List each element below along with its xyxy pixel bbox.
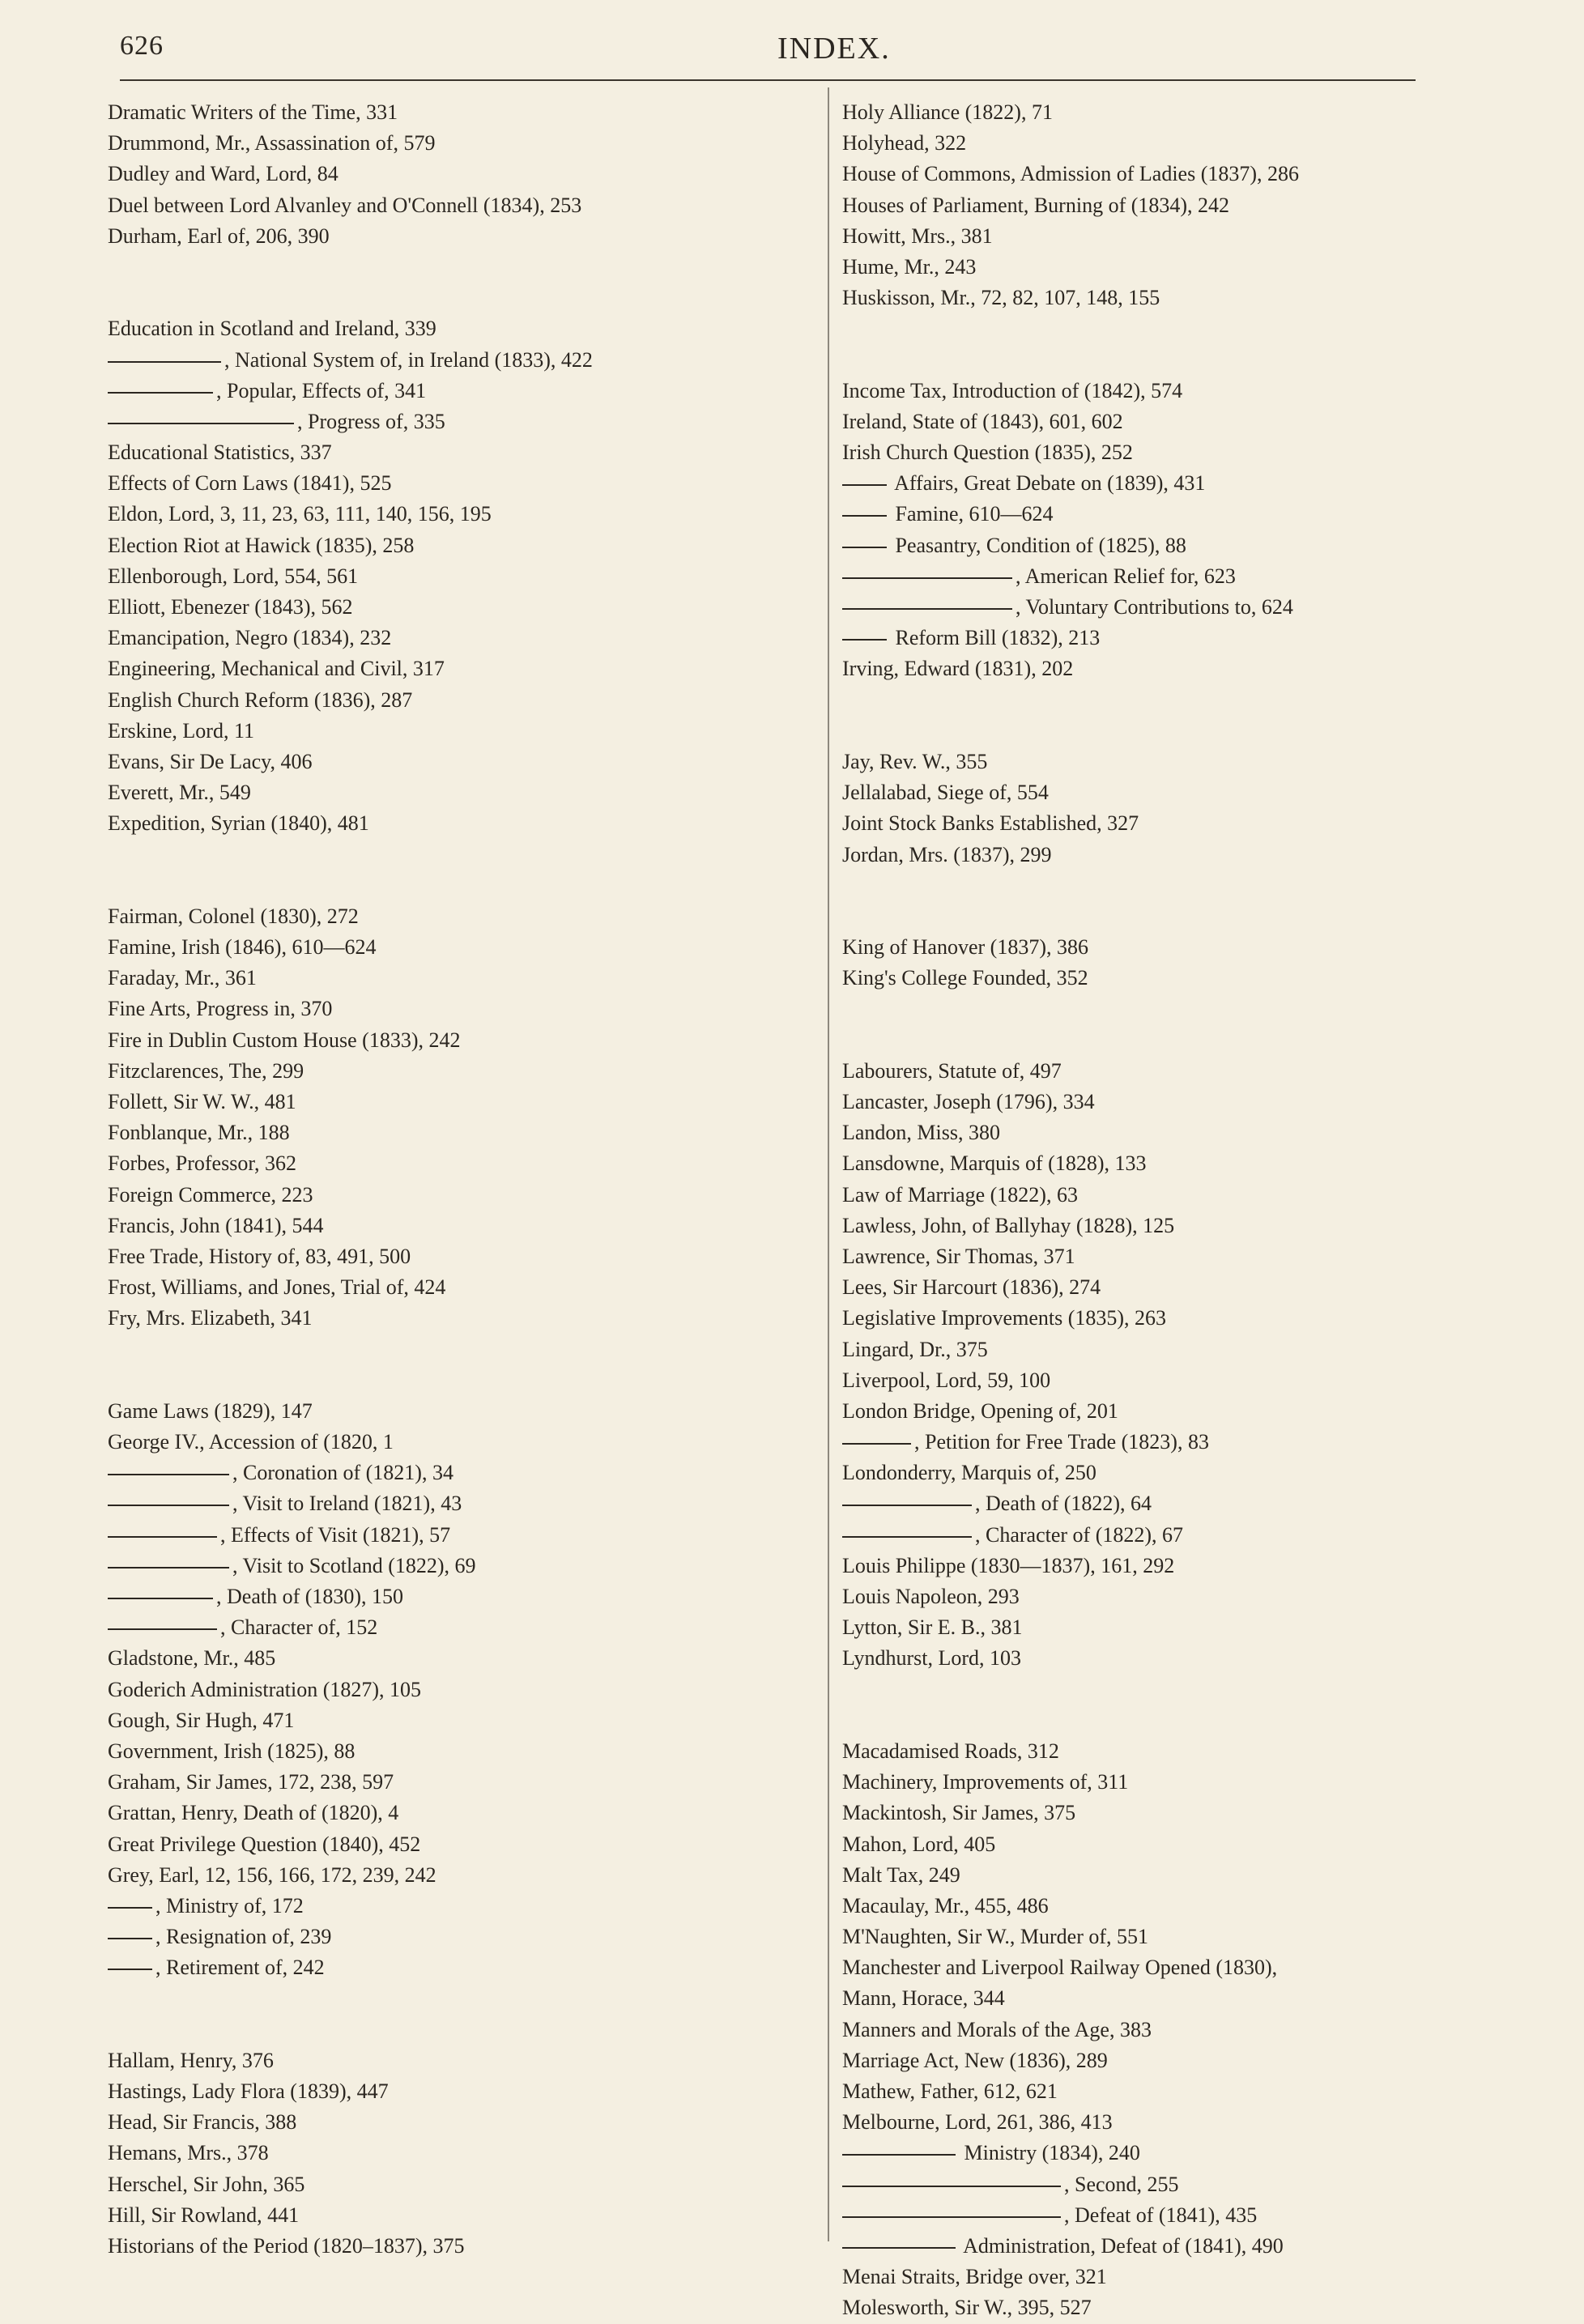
index-entry bbox=[842, 1148, 1555, 1179]
entry-text: Macadamised Roads, 312 bbox=[842, 1739, 1059, 1763]
entry-text: London Bridge, Opening of, 201 bbox=[842, 1398, 1118, 1423]
index-entry bbox=[108, 376, 820, 406]
entry-spacer bbox=[842, 1025, 1555, 1056]
entry-text: Education in Scotland and Ireland, 339 bbox=[108, 317, 436, 341]
index-entry bbox=[842, 190, 1555, 221]
entry-text: Malt Tax, 249 bbox=[842, 1862, 960, 1887]
ditto-dash bbox=[108, 361, 221, 363]
index-entry bbox=[108, 2169, 820, 2200]
entry-text: King's College Founded, 352 bbox=[842, 966, 1088, 990]
entry-text: Law of Marriage (1822), 63 bbox=[842, 1182, 1078, 1207]
index-entry bbox=[108, 1705, 820, 1736]
index-entry bbox=[108, 437, 820, 468]
index-entry bbox=[108, 1117, 820, 1148]
index-entry bbox=[842, 840, 1555, 870]
index-entry bbox=[108, 313, 820, 344]
entry-text: Head, Sir Francis, 388 bbox=[108, 2110, 297, 2135]
entry-text: Fire in Dublin Custom House (1833), 242 bbox=[108, 1028, 461, 1052]
entry-text: Lyndhurst, Lord, 103 bbox=[842, 1646, 1021, 1671]
index-entry bbox=[842, 1396, 1555, 1427]
index-entry bbox=[108, 932, 820, 963]
index-entry bbox=[842, 2015, 1555, 2045]
index-entry bbox=[108, 128, 820, 159]
entry-text: Menai Straits, Bridge over, 321 bbox=[842, 2265, 1107, 2289]
index-entry bbox=[842, 1643, 1555, 1674]
index-entry bbox=[842, 1458, 1555, 1488]
index-entry bbox=[108, 1675, 820, 1705]
ditto-dash bbox=[108, 423, 294, 424]
entry-spacer bbox=[842, 901, 1555, 932]
entry-spacer bbox=[842, 345, 1555, 376]
index-entry bbox=[108, 963, 820, 994]
entry-text: House of Commons, Admission of Ladies (1837), 286 bbox=[842, 162, 1300, 186]
index-entry bbox=[108, 747, 820, 777]
entry-text: Landon, Miss, 380 bbox=[842, 1121, 1000, 1145]
entry-text: Howitt, Mrs., 381 bbox=[842, 223, 993, 248]
index-entry bbox=[108, 623, 820, 653]
index-entry bbox=[842, 1303, 1555, 1334]
entry-text: Reform Bill (1832), 213 bbox=[890, 626, 1101, 650]
index-entry bbox=[842, 653, 1555, 684]
index-entry bbox=[108, 190, 820, 221]
entry-text: Jay, Rev. W., 355 bbox=[842, 749, 988, 773]
index-entry bbox=[108, 1643, 820, 1674]
entry-text: Lansdowne, Marquis of (1828), 133 bbox=[842, 1151, 1147, 1176]
entry-text: , National System of, in Ireland (1833), 422 bbox=[224, 347, 593, 372]
index-entry bbox=[108, 1087, 820, 1117]
entry-text: Fitzclarences, The, 299 bbox=[108, 1058, 304, 1083]
index-entry bbox=[108, 777, 820, 808]
index-entry bbox=[108, 1458, 820, 1488]
entry-text: Dudley and Ward, Lord, 84 bbox=[108, 162, 339, 186]
index-entry bbox=[842, 623, 1555, 653]
index-entry bbox=[108, 2231, 820, 2262]
index-entry bbox=[108, 159, 820, 189]
index-entry bbox=[842, 747, 1555, 777]
entry-text: Herschel, Sir John, 365 bbox=[108, 2172, 305, 2196]
entry-text: Game Laws (1829), 147 bbox=[108, 1398, 313, 1423]
entry-text: Holy Alliance (1822), 71 bbox=[842, 100, 1053, 124]
index-entry bbox=[842, 1488, 1555, 1519]
index-entry bbox=[842, 1427, 1555, 1458]
right-column bbox=[842, 97, 1555, 2324]
ditto-dash bbox=[842, 2247, 956, 2249]
ditto-dash bbox=[108, 1907, 152, 1909]
index-entry bbox=[842, 932, 1555, 963]
ditto-dash bbox=[842, 2154, 956, 2156]
entry-text: Fine Arts, Progress in, 370 bbox=[108, 997, 333, 1021]
index-entry bbox=[842, 376, 1555, 406]
entry-text: Jellalabad, Siege of, 554 bbox=[842, 781, 1049, 805]
entry-text: Holyhead, 322 bbox=[842, 131, 967, 155]
entry-text: , Popular, Effects of, 341 bbox=[216, 378, 427, 402]
entry-text: Educational Statistics, 337 bbox=[108, 441, 332, 465]
page-title: INDEX. bbox=[777, 32, 891, 66]
entry-text: Eldon, Lord, 3, 11, 23, 63, 111, 140, 156, 195 bbox=[108, 502, 492, 526]
entry-text: Ellenborough, Lord, 554, 561 bbox=[108, 564, 359, 588]
index-entry bbox=[842, 2076, 1555, 2107]
entry-spacer bbox=[842, 685, 1555, 716]
ditto-dash bbox=[842, 608, 1012, 610]
entry-text: Marriage Act, New (1836), 289 bbox=[842, 2048, 1108, 2072]
ditto-dash bbox=[842, 515, 887, 517]
index-entry bbox=[108, 1581, 820, 1612]
index-entry bbox=[842, 2169, 1555, 2200]
header-rule bbox=[120, 79, 1416, 81]
index-entry bbox=[842, 252, 1555, 283]
index-entry bbox=[842, 2292, 1555, 2323]
left-column bbox=[108, 97, 820, 2262]
entry-text: , Visit to Ireland (1821), 43 bbox=[232, 1492, 462, 1516]
entry-text: , Petition for Free Trade (1823), 83 bbox=[914, 1430, 1209, 1454]
entry-text: Irish Church Question (1835), 252 bbox=[842, 441, 1133, 465]
entry-text: Mahon, Lord, 405 bbox=[842, 1832, 996, 1856]
index-entry bbox=[108, 653, 820, 684]
entry-text: English Church Reform (1836), 287 bbox=[108, 687, 413, 712]
index-entry bbox=[108, 1148, 820, 1179]
entry-text: Louis Napoleon, 293 bbox=[842, 1585, 1020, 1608]
index-entry bbox=[108, 1767, 820, 1798]
entry-spacer bbox=[108, 2015, 820, 2045]
index-entry bbox=[842, 2045, 1555, 2076]
entry-text: Forbes, Professor, 362 bbox=[108, 1151, 296, 1176]
entry-spacer bbox=[842, 716, 1555, 747]
entry-text: Ministry (1834), 240 bbox=[959, 2141, 1140, 2165]
entry-text: Liverpool, Lord, 59, 100 bbox=[842, 1368, 1051, 1392]
ditto-dash bbox=[108, 1474, 229, 1475]
index-entry bbox=[842, 1798, 1555, 1828]
index-entry bbox=[842, 1334, 1555, 1365]
entry-text: Grey, Earl, 12, 156, 166, 172, 239, 242 bbox=[108, 1862, 436, 1887]
ditto-dash bbox=[108, 1969, 152, 1970]
entry-spacer bbox=[108, 252, 820, 283]
entry-text: Huskisson, Mr., 72, 82, 107, 148, 155 bbox=[842, 286, 1160, 310]
index-entry bbox=[108, 530, 820, 561]
entry-text: Machinery, Improvements of, 311 bbox=[842, 1770, 1129, 1794]
index-entry bbox=[108, 1891, 820, 1922]
index-entry bbox=[108, 1025, 820, 1056]
ditto-dash bbox=[842, 1443, 911, 1445]
entry-text: , Death of (1830), 150 bbox=[216, 1585, 404, 1608]
index-entry bbox=[842, 499, 1555, 530]
index-entry bbox=[108, 2045, 820, 2076]
entry-spacer bbox=[108, 870, 820, 901]
entry-text: George IV., Accession of (1820, 1 bbox=[108, 1430, 394, 1454]
entry-text: Income Tax, Introduction of (1842), 574 bbox=[842, 378, 1183, 402]
ditto-dash bbox=[108, 1505, 229, 1506]
entry-spacer bbox=[842, 1675, 1555, 1705]
index-entry bbox=[842, 1520, 1555, 1551]
entry-text: Graham, Sir James, 172, 238, 597 bbox=[108, 1770, 394, 1794]
index-entry bbox=[842, 561, 1555, 592]
entry-text: Lees, Sir Harcourt (1836), 274 bbox=[842, 1275, 1101, 1300]
entry-text: Evans, Sir De Lacy, 406 bbox=[108, 749, 313, 773]
index-entry bbox=[842, 1983, 1555, 2014]
entry-text: Jordan, Mrs. (1837), 299 bbox=[842, 842, 1052, 866]
entry-text: , Defeat of (1841), 435 bbox=[1064, 2203, 1258, 2227]
entry-text: Mann, Horace, 344 bbox=[842, 1986, 1005, 2011]
entry-text: , Resignation of, 239 bbox=[155, 1925, 332, 1949]
index-entry bbox=[108, 345, 820, 376]
entry-text: Lancaster, Joseph (1796), 334 bbox=[842, 1090, 1095, 1113]
entry-text: Emancipation, Negro (1834), 232 bbox=[108, 626, 392, 650]
entry-text: Fonblanque, Mr., 188 bbox=[108, 1121, 290, 1145]
entry-text: , Coronation of (1821), 34 bbox=[232, 1461, 453, 1485]
index-entry bbox=[108, 468, 820, 499]
index-entry bbox=[108, 1551, 820, 1581]
index-entry bbox=[842, 406, 1555, 437]
entry-text: Louis Philippe (1830—1837), 161, 292 bbox=[842, 1553, 1175, 1577]
entry-text: Hill, Sir Rowland, 441 bbox=[108, 2203, 300, 2227]
entry-text: Government, Irish (1825), 88 bbox=[108, 1739, 356, 1763]
ditto-dash bbox=[108, 1938, 152, 1939]
index-entry bbox=[108, 2107, 820, 2138]
index-entry bbox=[842, 1117, 1555, 1148]
ditto-dash bbox=[842, 1536, 972, 1538]
entry-text: Hume, Mr., 243 bbox=[842, 254, 977, 279]
entry-text: Expedition, Syrian (1840), 481 bbox=[108, 811, 369, 836]
entry-text: , Character of (1822), 67 bbox=[975, 1522, 1184, 1547]
entry-text: , Progress of, 335 bbox=[297, 409, 445, 433]
index-entry bbox=[842, 1211, 1555, 1241]
entry-text: , Retirement of, 242 bbox=[155, 1956, 325, 1980]
index-entry bbox=[108, 1180, 820, 1211]
index-entry bbox=[842, 468, 1555, 499]
entry-text: Frost, Williams, and Jones, Trial of, 424 bbox=[108, 1275, 446, 1300]
index-entry bbox=[842, 808, 1555, 839]
index-entry bbox=[108, 1272, 820, 1303]
ditto-dash bbox=[108, 1567, 229, 1568]
entry-text: Faraday, Mr., 361 bbox=[108, 966, 257, 990]
entry-text: Londonderry, Marquis of, 250 bbox=[842, 1461, 1096, 1485]
entry-text: Hastings, Lady Flora (1839), 447 bbox=[108, 2079, 389, 2103]
entry-spacer bbox=[108, 283, 820, 313]
index-entry bbox=[108, 1427, 820, 1458]
ditto-dash bbox=[842, 2216, 1061, 2218]
entry-text: , Character of, 152 bbox=[220, 1615, 378, 1640]
entry-text: Effects of Corn Laws (1841), 525 bbox=[108, 471, 392, 496]
index-entry bbox=[842, 221, 1555, 252]
index-entry bbox=[108, 1303, 820, 1334]
index-entry bbox=[108, 406, 820, 437]
index-entry bbox=[842, 97, 1555, 128]
index-entry bbox=[842, 963, 1555, 994]
entry-text: Hallam, Henry, 376 bbox=[108, 2048, 274, 2072]
entry-spacer bbox=[842, 313, 1555, 344]
entry-text: Lytton, Sir E. B., 381 bbox=[842, 1615, 1023, 1640]
entry-text: Mackintosh, Sir James, 375 bbox=[842, 1801, 1076, 1825]
index-entry bbox=[842, 1736, 1555, 1767]
ditto-dash bbox=[842, 547, 887, 548]
index-entry bbox=[842, 1180, 1555, 1211]
entry-text: Election Riot at Hawick (1835), 258 bbox=[108, 533, 415, 557]
entry-text: Dramatic Writers of the Time, 331 bbox=[108, 100, 398, 124]
index-entry bbox=[842, 2200, 1555, 2231]
entry-text: Great Privilege Question (1840), 452 bbox=[108, 1832, 421, 1856]
entry-text: Engineering, Mechanical and Civil, 317 bbox=[108, 657, 445, 681]
index-entry bbox=[842, 2107, 1555, 2138]
entry-text: Melbourne, Lord, 261, 386, 413 bbox=[842, 2110, 1113, 2135]
entry-text: Macaulay, Mr., 455, 486 bbox=[842, 1893, 1049, 1918]
index-entry bbox=[108, 2138, 820, 2169]
index-entry bbox=[108, 716, 820, 747]
entry-spacer bbox=[842, 994, 1555, 1024]
entry-text: Elliott, Ebenezer (1843), 562 bbox=[108, 595, 353, 619]
index-entry bbox=[108, 2200, 820, 2231]
index-entry bbox=[108, 2076, 820, 2107]
index-entry bbox=[842, 1056, 1555, 1087]
entry-text: Lingard, Dr., 375 bbox=[842, 1337, 988, 1361]
index-entry bbox=[108, 1241, 820, 1272]
index-entry bbox=[842, 592, 1555, 623]
index-entry bbox=[108, 592, 820, 623]
entry-text: Lawrence, Sir Thomas, 371 bbox=[842, 1244, 1075, 1268]
entry-text: Affairs, Great Debate on (1839), 431 bbox=[890, 471, 1206, 496]
index-entry bbox=[842, 1581, 1555, 1612]
ditto-dash bbox=[842, 639, 887, 641]
index-entry bbox=[842, 128, 1555, 159]
index-entry bbox=[842, 1767, 1555, 1798]
entry-text: Follett, Sir W. W., 481 bbox=[108, 1090, 296, 1113]
index-entry bbox=[108, 901, 820, 932]
index-entry bbox=[108, 1056, 820, 1087]
index-entry bbox=[842, 283, 1555, 313]
index-entry bbox=[108, 1520, 820, 1551]
entry-text: , Death of (1822), 64 bbox=[975, 1492, 1152, 1516]
entry-text: Houses of Parliament, Burning of (1834), 242 bbox=[842, 193, 1230, 217]
entry-text: Ireland, State of (1843), 601, 602 bbox=[842, 409, 1123, 433]
entry-text: Gladstone, Mr., 485 bbox=[108, 1646, 276, 1671]
index-entry bbox=[842, 437, 1555, 468]
entry-text: Francis, John (1841), 544 bbox=[108, 1213, 324, 1237]
entry-text: Irving, Edward (1831), 202 bbox=[842, 657, 1074, 681]
entry-text: Erskine, Lord, 11 bbox=[108, 718, 254, 743]
index-entry bbox=[842, 1829, 1555, 1860]
page-header bbox=[0, 31, 1584, 79]
entry-text: Mathew, Father, 612, 621 bbox=[842, 2079, 1058, 2103]
index-entry bbox=[842, 1612, 1555, 1643]
column-divider bbox=[828, 87, 829, 2241]
entry-text: Foreign Commerce, 223 bbox=[108, 1182, 313, 1207]
ditto-dash bbox=[108, 1598, 213, 1599]
entry-spacer bbox=[842, 1705, 1555, 1736]
entry-text: Famine, 610—624 bbox=[890, 502, 1054, 526]
index-entry bbox=[842, 1365, 1555, 1396]
ditto-dash bbox=[842, 577, 1012, 579]
entry-text: Historians of the Period (1820–1837), 375 bbox=[108, 2233, 465, 2258]
index-entry bbox=[842, 1860, 1555, 1891]
index-entry bbox=[108, 561, 820, 592]
index-entry bbox=[842, 2231, 1555, 2262]
entry-text: , American Relief for, 623 bbox=[1016, 564, 1236, 588]
index-entry bbox=[108, 1798, 820, 1828]
index-entry bbox=[108, 1952, 820, 1983]
index-entry bbox=[842, 530, 1555, 561]
entry-text: Peasantry, Condition of (1825), 88 bbox=[890, 533, 1186, 557]
entry-text: Legislative Improvements (1835), 263 bbox=[842, 1306, 1167, 1330]
ditto-dash bbox=[842, 484, 887, 486]
index-entry bbox=[842, 1087, 1555, 1117]
entry-text: Everett, Mr., 549 bbox=[108, 781, 251, 805]
entry-text: Gough, Sir Hugh, 471 bbox=[108, 1708, 295, 1732]
entry-text: Labourers, Statute of, 497 bbox=[842, 1058, 1062, 1083]
entry-text: Fairman, Colonel (1830), 272 bbox=[108, 904, 359, 928]
index-entry bbox=[108, 1488, 820, 1519]
entry-text: King of Hanover (1837), 386 bbox=[842, 935, 1088, 960]
entry-text: Manchester and Liverpool Railway Opened (1830), bbox=[842, 1956, 1278, 1980]
index-entry bbox=[108, 1860, 820, 1891]
index-entry bbox=[108, 994, 820, 1024]
index-entry bbox=[842, 1891, 1555, 1922]
index-entry bbox=[842, 1922, 1555, 1952]
entry-text: Drummond, Mr., Assassination of, 579 bbox=[108, 131, 436, 155]
entry-text: Duel between Lord Alvanley and O'Connell (1834), 253 bbox=[108, 193, 582, 217]
entry-spacer bbox=[842, 870, 1555, 901]
index-entry bbox=[108, 1396, 820, 1427]
entry-text: Administration, Defeat of (1841), 490 bbox=[959, 2233, 1284, 2258]
index-entry bbox=[108, 499, 820, 530]
ditto-dash bbox=[108, 1536, 217, 1538]
index-entry bbox=[108, 1829, 820, 1860]
index-entry bbox=[108, 221, 820, 252]
entry-text: Free Trade, History of, 83, 491, 500 bbox=[108, 1244, 411, 1268]
entry-text: Famine, Irish (1846), 610—624 bbox=[108, 935, 377, 960]
entry-text: , Effects of Visit (1821), 57 bbox=[220, 1522, 451, 1547]
index-entry bbox=[842, 2138, 1555, 2169]
entry-text: Goderich Administration (1827), 105 bbox=[108, 1677, 422, 1701]
index-entry bbox=[842, 1952, 1555, 1983]
entry-spacer bbox=[108, 1365, 820, 1396]
index-entry bbox=[842, 1241, 1555, 1272]
index-entry bbox=[842, 777, 1555, 808]
entry-text: Manners and Morals of the Age, 383 bbox=[842, 2017, 1152, 2041]
index-entry bbox=[842, 2262, 1555, 2292]
entry-text: Lawless, John, of Ballyhay (1828), 125 bbox=[842, 1213, 1175, 1237]
page-number: 626 bbox=[120, 31, 164, 61]
entry-text: , Voluntary Contributions to, 624 bbox=[1016, 595, 1293, 619]
entry-text: Grattan, Henry, Death of (1820), 4 bbox=[108, 1801, 399, 1825]
entry-text: Durham, Earl of, 206, 390 bbox=[108, 223, 330, 248]
entry-text: Fry, Mrs. Elizabeth, 341 bbox=[108, 1306, 313, 1330]
index-entry bbox=[108, 1736, 820, 1767]
index-entry bbox=[842, 1551, 1555, 1581]
entry-text: Molesworth, Sir W., 395, 527 bbox=[842, 2296, 1092, 2320]
entry-text: , Ministry of, 172 bbox=[155, 1893, 304, 1918]
entry-text: Hemans, Mrs., 378 bbox=[108, 2141, 269, 2165]
ditto-dash bbox=[108, 1628, 217, 1630]
index-entry bbox=[108, 97, 820, 128]
index-entry bbox=[108, 685, 820, 716]
ditto-dash bbox=[842, 1505, 972, 1506]
index-entry bbox=[842, 159, 1555, 189]
entry-text: , Second, 255 bbox=[1064, 2172, 1179, 2196]
entry-spacer bbox=[108, 1334, 820, 1365]
entry-spacer bbox=[108, 1983, 820, 2014]
entry-spacer bbox=[108, 840, 820, 870]
ditto-dash bbox=[842, 2186, 1061, 2187]
index-entry bbox=[108, 1211, 820, 1241]
entry-text: , Visit to Scotland (1822), 69 bbox=[232, 1553, 476, 1577]
index-entry bbox=[108, 808, 820, 839]
index-entry bbox=[842, 1272, 1555, 1303]
index-entry bbox=[108, 1612, 820, 1643]
ditto-dash bbox=[108, 392, 213, 394]
index-entry bbox=[108, 1922, 820, 1952]
entry-text: M'Naughten, Sir W., Murder of, 551 bbox=[842, 1925, 1149, 1949]
entry-text: Joint Stock Banks Established, 327 bbox=[842, 811, 1139, 836]
